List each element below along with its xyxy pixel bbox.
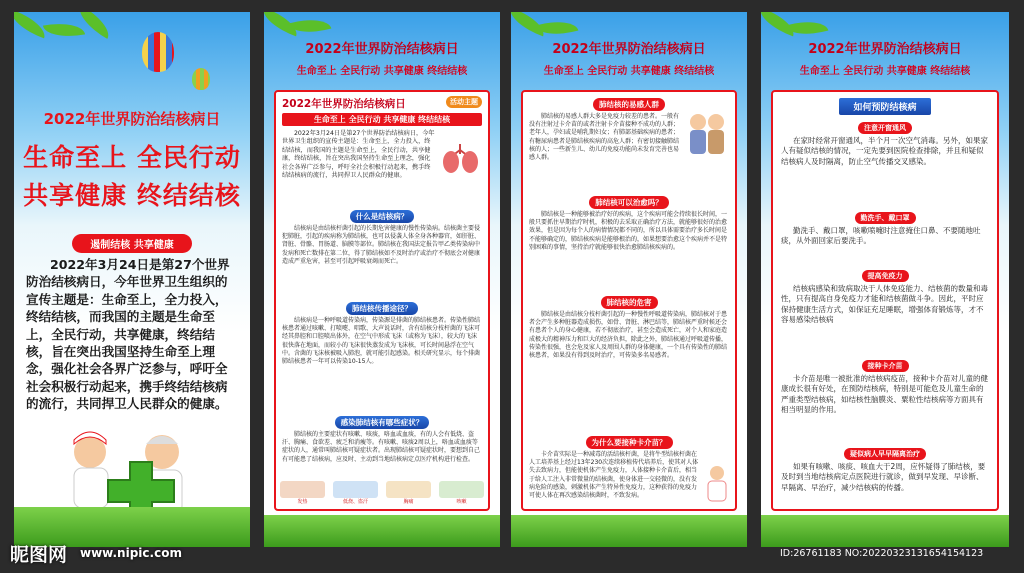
leaf-decoration [43, 19, 85, 42]
panel2-content-box [274, 90, 490, 511]
panel4-section-isolation [773, 448, 997, 493]
section-heading: 肺结核的易感人群 [593, 98, 665, 111]
panel4-section-handwashing [773, 212, 997, 247]
panel2-inner-title: 2022年世界防治结核病日 [282, 98, 406, 110]
grass-decoration [761, 515, 1009, 547]
panel2-title: 2022年世界防治结核病日 [305, 42, 459, 57]
balloon-icon [142, 32, 174, 72]
poster-panel-2 [264, 12, 500, 547]
grass-decoration [511, 515, 747, 547]
watermark-logo: 昵图网 [10, 544, 68, 566]
panel2-intro: 2022年3月24日是第27个世界防治结核病日，今年世界卫生组织的宣传主题是：生命至上，全力投入，终结结核，而我国的主题是生命至上，全民行动，共享健康，终结结核，旨在突出我国坚持生命至上理念，强化社会各界广泛参与，呼吁全社会积极行动起来，携手终结结核病的流行，共同捍卫人民群众的健康。 [282, 130, 435, 180]
section-text: 肺结核的主要症状有咳嗽、咳痰，咯血或血痰，有的人会有低烧、盗汗、胸痛、食欲差、疲乏和消瘦等。有咳嗽、咳痰2周以上，咯血或血痰等症状的人，通常叫肺结核可疑症状者。出现肺结核可疑症状时，要想到自己有可能患了结核病，应及时、主动到当地结核病定点医疗机构进行检查。 [282, 431, 481, 463]
lungs-icon [442, 140, 480, 174]
panel4-section-ventilation [773, 122, 997, 167]
section-heading: 勤洗手、戴口罩 [855, 212, 916, 224]
section-text: 结核病感染和致病取决于人体免疫能力、结核菌的数量和毒性，只有提高自身免疫力才能和结核菌做斗争。因此，平时应保持健康生活方式，如保证充足睡眠，增强体育锻炼等，才不容易感染结核病 [781, 284, 988, 325]
section-heading: 注意开窗通风 [858, 122, 912, 134]
symptom-strip [280, 481, 484, 507]
watermark-url: www.nipic.com [80, 546, 182, 560]
panel4-title: 2022年世界防治结核病日 [808, 42, 962, 57]
panel1-slogan-line1: 生命至上 全民行动 [23, 143, 241, 172]
poster-panel-4 [761, 12, 1009, 547]
section-text: 肺结核的易感人群大多是免疫力较差的患者。一般有没有注射过卡介苗的或者注射卡介苗接种不成功的人群；老年人，孕妇或是哺乳期妇女；有肺部基础疾病的患者；有糖尿病患者是肺结核疾病的高危人群；有密切接触肺结核的人；一些新生儿、幼儿的免疫功能尚未发育完善也易感人群。 [529, 113, 680, 162]
panel4-main-heading: 如何预防结核病 [839, 98, 930, 115]
panel2-section-transmission [276, 302, 488, 366]
symptom-item: 发热 [280, 481, 325, 507]
symptom-item: 胸痛 [386, 481, 431, 507]
panel4-slogan: 生命至上 全民行动 共享健康 终结结核 [799, 66, 971, 77]
panel2-section-symptoms [276, 416, 488, 464]
panel1-slogan-line2: 共享健康 终结结核 [23, 181, 241, 210]
poster-panel-1 [14, 12, 250, 547]
section-heading: 提高免疫力 [862, 270, 909, 282]
section-heading: 接种卡介苗 [862, 360, 909, 372]
panel3-section-harm [523, 296, 735, 360]
section-text: 结核病是由结核杆菌引起的长期危害健康的慢性传染病。结核菌主要侵犯肺脏，引起的疾病称为肺结核，也可以侵袭人体全身各种器官，如肝脏、肾脏、骨骼、胃肠道、脑膜等部位。肺结核在我国法定报告甲乙类传染病中发病和死亡数排在第二位，得了肺结核如不及时治疗或治疗不彻底会对健康造成严重危害，甚至可引起呼吸衰竭而死亡。 [282, 225, 481, 265]
panel4-main-heading-wrap [773, 98, 997, 115]
section-text: 在家时经常开窗通风，半个月一次空气消毒。另外，如果家人有疑似结核的情况，一定先要到医院检查排除，并且和疑似结核病人及时隔离，防止空气传播交叉感染。 [781, 136, 988, 166]
panel2-inner-slogan: 生命至上 全民行动 共享健康 终结结核 [282, 113, 482, 126]
section-heading: 什么是结核病？ [350, 210, 415, 223]
poster-panel-3 [511, 12, 747, 547]
panel1-title: 2022年世界防治结核病日 [43, 110, 221, 128]
section-text: 卡介苗是唯一被批准的结核病疫苗，接种卡介苗对儿童的健康成长很有好处，在预防结核病，特别是可能危及儿童生命的严重类型结核病，如结核性脑膜炎、粟粒性结核病等方面具有相当明显的作用。 [781, 374, 988, 415]
section-heading: 为什么要接种卡介苗？ [586, 436, 673, 449]
symptom-item: 咳嗽 [439, 481, 484, 507]
panel3-title: 2022年世界防治结核病日 [552, 42, 706, 57]
balloon-icon [192, 68, 210, 90]
section-heading: 肺结核的危害 [601, 296, 658, 309]
panel3-slogan: 生命至上 全民行动 共享健康 终结结核 [543, 66, 715, 77]
elderly-couple-icon [685, 112, 729, 158]
section-text: 勤洗手、戴口罩，咳嗽喷嚏时注意掩住口鼻、不要随地吐痰，从外面回家后要洗手。 [781, 226, 981, 246]
section-heading: 感染肺结核有哪些症状？ [335, 416, 430, 429]
symptom-item: 低烧、盗汗 [333, 481, 378, 507]
panel3-section-curable [523, 196, 735, 252]
watermark-id: ID:26761183 NO:20220323131654154123 [780, 548, 984, 559]
panel1-body: 2022年3月24日是第27个世界防治结核病日，今年世界卫生组织的宣传主题是：生命至上，全力投入，终结结核，而我国的主题是生命至上，全民行动，共享健康，终结结核，旨在突出我国坚持生命至上理念，强化社会各界广泛参与，呼吁全社会积极行动起来，携手终结结核病的流行，共同捍卫人民群众的健康。 [26, 257, 230, 412]
section-text: 结核病是一种呼吸道传染病，传染源是排菌的肺结核患者。传染性肺结核患者通过咳嗽、打喷嚏、唱歌、大声说话时，含有结核分枝杆菌的飞沫可经其鼻腔和口腔喷出体外，在空气中形成飞沫（或称为飞沫），较大的飞沫很快落在地面，而较小的飞沫很快蒸发成为飞沫核，可长时间悬浮在空气中。含菌的飞沫核被吸入肺泡，就可能引起感染。相关研究显示，每个排菌肺结核患者一年可以传染10-15人。 [282, 317, 481, 366]
panel4-section-immunity [773, 270, 997, 326]
section-heading: 肺结核传播途径？ [346, 302, 418, 315]
panel1-pill: 遏制结核 共享健康 [72, 234, 192, 253]
section-text: 卡介苗实际是一种减毒的活结核杆菌，是将牛型结核杆菌在人工培养基上经过13年230次连续移植传代培养后，使其对人体失去致病力，但能使机体产生免疫力，人体接种卡介苗后，相当于给人工注入非常微量的结核菌，使身体进一交轻微的，没有发病危险的感染，刺激机体产生特异性免疫力，这种获得的免疫力可使人体在再次感染结核菌时，不致发病。 [529, 451, 699, 500]
panel4-content-box [771, 90, 999, 511]
panel2-section-what [276, 210, 488, 266]
panel2-inner-badge: 活动主题 [446, 96, 482, 108]
section-text: 如果有咳嗽、咳痰、咳血大于2周，应怀疑得了肺结核，要及时到当地结核病定点医院进行就诊，做到早发现、早诊断、早隔离、早治疗，减少结核病的传播。 [781, 462, 986, 492]
section-heading: 肺结核可以治愈吗？ [589, 196, 669, 209]
panel3-content-box [521, 90, 737, 511]
grass-decoration [264, 515, 500, 547]
panel2-slogan: 生命至上 全民行动 共享健康 终结结核 [296, 66, 468, 77]
panel4-section-bcg [773, 360, 997, 416]
section-heading: 疑似病人早早隔离治疗 [844, 448, 926, 460]
nurse-icon [703, 464, 731, 504]
section-text: 肺结核是由结核分枝杆菌引起的一种慢性呼吸道传染病，肺结核对于患者会产生多种脏器造成损伤，如骨、肾脏、淋巴结等，肺结核严重时候还会有患者个人的身心健康，若不彻底治疗，甚至会造成死亡，对个人和家庭造成极大的精神压力和巨大的经济负担，除此之外，肺结核通过呼吸道传播，传染性很强，也会危及家人及周围人群的身体健康，一个具有传染性的肺结核患者，如果没有得到及时治疗，可传染多名易感者。 [529, 311, 728, 360]
section-text: 肺结核是一种能够被治疗好的疾病，这个疾病可能会持续很长时间，一般只要抓住早期治疗时机，积极的去采取正确治疗方法，就能够很好的治愈效果，但是因为每个人的病情情况都不同的，所以具体需要治疗多长时间是不能够确定的，肺结核疾病是能够根治的，如果想要治愈这个疾病并不是特别困难的事情，坚持治疗就能够很快治愈肺结核疾病的。 [529, 211, 728, 251]
